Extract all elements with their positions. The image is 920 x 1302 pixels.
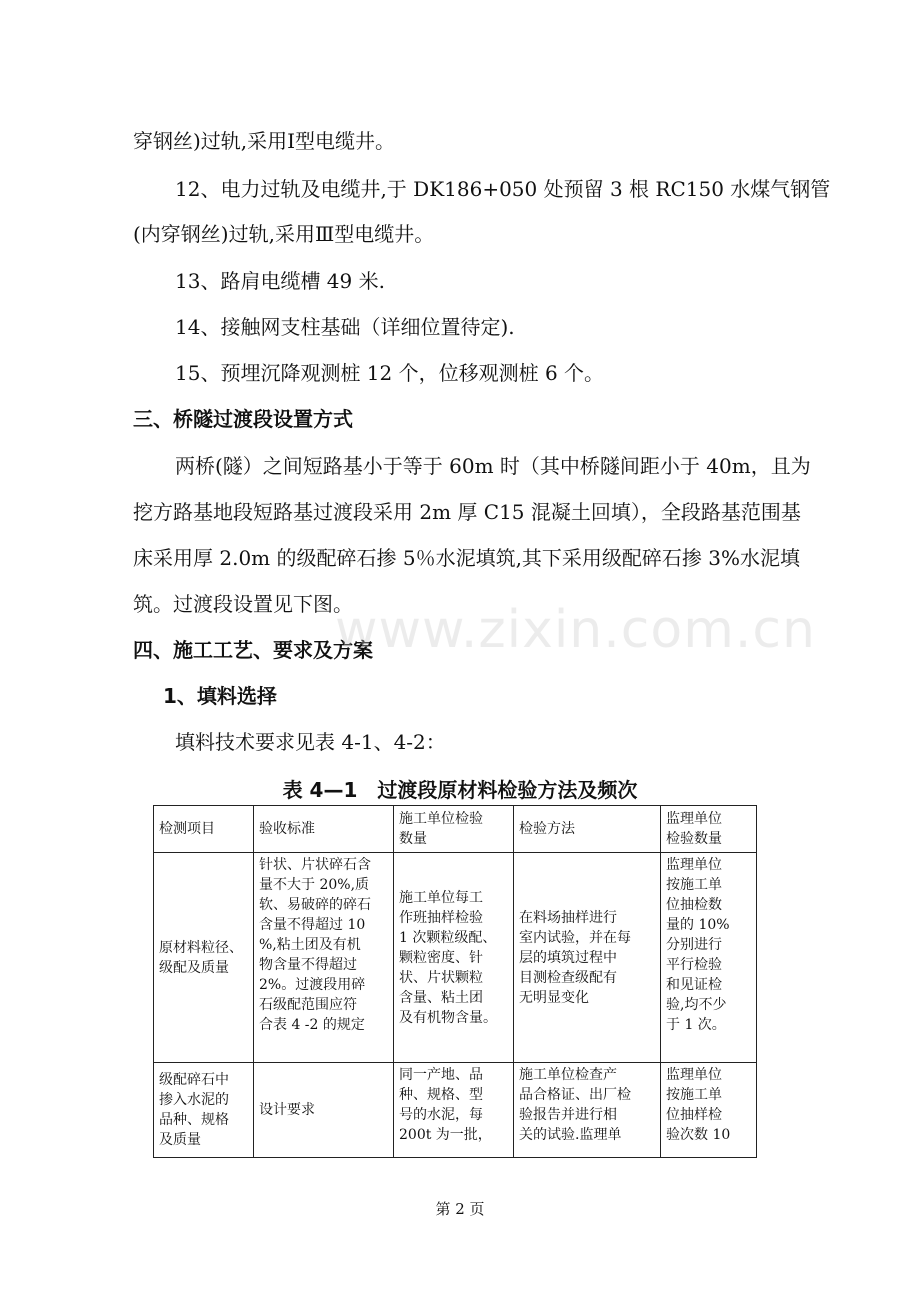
- paragraph-line: 穿钢丝)过轨,采用Ⅰ型电缆井。: [133, 129, 396, 153]
- table-row: [154, 853, 757, 1063]
- cell-text: 监理单位 按施工单 位抽检数 量的 10% 分别进行 平行检验 和见证检 验,均不少 于 1 次。: [666, 857, 730, 1033]
- header-cell: [661, 806, 757, 853]
- cell-text: 原材料粒径、 级配及质量: [159, 939, 243, 976]
- page-number: 第 2 页: [435, 1200, 485, 1218]
- header-text: 施工单位检验 数量: [399, 811, 483, 847]
- paragraph-line: 15、预埋沉降观测桩 12 个，位移观测桩 6 个。: [175, 361, 605, 385]
- header-text: 检验方法: [519, 821, 575, 837]
- cell-text: 针状、片状碎石含 量不大于 20%,质 软、易破碎的碎石 含量不得超过 10 %,粘土团及有机 物含量不得超过 2%。过渡段用碎 石级配范围应符 合表 4 -2 的规定: [259, 857, 371, 1033]
- paragraph-line: 填料技术要求见表 4-1、4-2：: [175, 730, 446, 754]
- table-cell: [254, 1063, 394, 1158]
- subsection-heading: 1、填料选择: [163, 684, 277, 708]
- header-cell: [254, 806, 394, 853]
- cell-text: 施工单位每工 作班抽样检验 1 次颗粒级配、 颗粒密度、针 状、片状颗粒 含量、粘土团 及有机物含量。: [399, 889, 497, 1026]
- cell-text: 施工单位检查产 品合格证、出厂检 验报告并进行相 关的试验.监理单: [519, 1067, 631, 1143]
- table-cell: [661, 853, 757, 1063]
- watermark: www.zixin.com.cn: [335, 600, 816, 660]
- cell-text: 在料场抽样进行 室内试验，并在每 层的填筑过程中 目测检查级配有 无明显变化: [519, 909, 631, 1006]
- header-cell: [394, 806, 514, 853]
- paragraph-line: 床采用厚 2.0m 的级配碎石掺 5％水泥填筑,其下采用级配碎石掺 3%水泥填: [133, 546, 801, 570]
- table-cell: [254, 853, 394, 1063]
- inspection-table: [153, 805, 757, 1158]
- table-row: [154, 1063, 757, 1158]
- header-cell: [514, 806, 661, 853]
- paragraph-line: (内穿钢丝)过轨,采用Ⅲ型电缆井。: [133, 222, 435, 246]
- table-cell: [514, 1063, 661, 1158]
- cell-text: 同一产地、品 种、规格、型 号的水泥，每 200t 为一批，: [399, 1067, 492, 1143]
- cell-text: 级配碎石中 掺入水泥的 品种、规格 及质量: [159, 1072, 229, 1148]
- section-heading-4: 四、施工工艺、要求及方案: [133, 638, 373, 662]
- header-cell: [154, 806, 254, 853]
- table-cell: [514, 853, 661, 1063]
- table-caption: 表 4—1 过渡段原材料检验方法及频次: [282, 778, 638, 802]
- section-heading-3: 三、桥隧过渡段设置方式: [133, 407, 353, 431]
- table-cell: [394, 853, 514, 1063]
- table-cell: [661, 1063, 757, 1158]
- cell-text: 设计要求: [259, 1102, 315, 1118]
- table-cell: [154, 1063, 254, 1158]
- paragraph-line: 12、电力过轨及电缆井,于 DK186+050 处预留 3 根 RC150 水煤气钢管: [175, 177, 831, 201]
- table-cell: [154, 853, 254, 1063]
- table-cell: [394, 1063, 514, 1158]
- paragraph-line: 13、路肩电缆槽 49 米.: [175, 269, 385, 293]
- paragraph-line: 筑。过渡段设置见下图。: [133, 592, 353, 616]
- paragraph-line: 两桥(隧）之间短路基小于等于 60m 时（其中桥隧间距小于 40m，且为: [175, 454, 811, 478]
- paragraph-line: 14、接触网支柱基础（详细位置待定).: [175, 315, 515, 339]
- header-text: 监理单位 检验数量: [666, 811, 722, 847]
- table-header-row: [154, 806, 757, 853]
- header-text: 验收标准: [259, 821, 315, 837]
- cell-text: 监理单位 按施工单 位抽样检 验次数 10: [666, 1067, 731, 1143]
- paragraph-line: 挖方路基地段短路基过渡段采用 2m 厚 C15 混凝土回填），全段路基范围基: [133, 500, 801, 524]
- header-text: 检测项目: [159, 821, 215, 837]
